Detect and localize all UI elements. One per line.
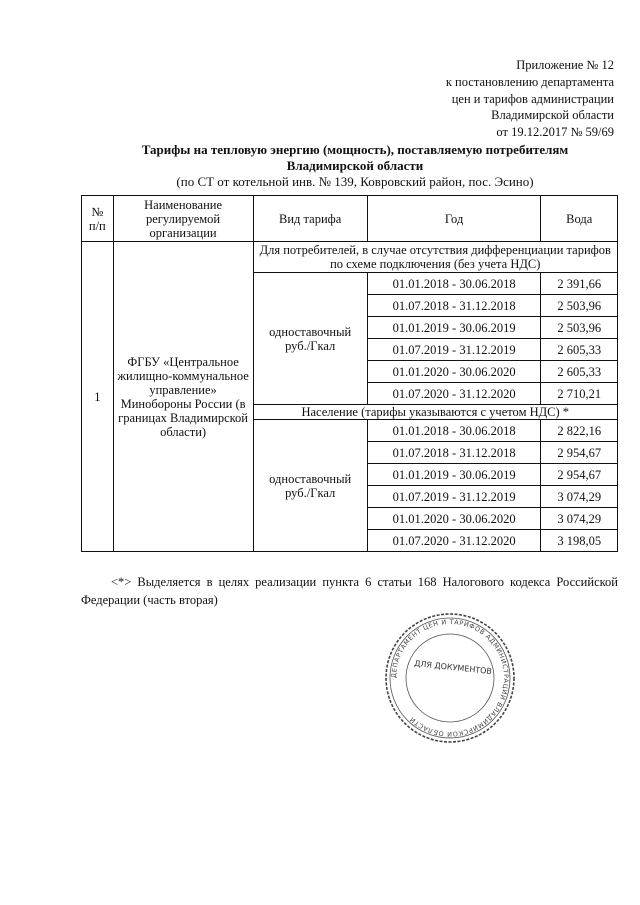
value-cell: 3 074,29 xyxy=(541,508,618,530)
section-title: Население (тарифы указываются с учетом НДС) * xyxy=(253,405,618,420)
value-cell: 2 710,21 xyxy=(541,383,618,405)
title-line: Тарифы на тепловую энергию (мощность), поставляемую потребителям xyxy=(141,142,569,157)
title-subline: (по СТ от котельной инв. № 139, Ковровский район, пос. Эсино) xyxy=(176,174,534,189)
stamp-center-text: ДЛЯ ДОКУМЕНТОВ xyxy=(413,658,493,677)
period-cell: 01.01.2018 - 30.06.2018 xyxy=(367,420,541,442)
value-cell: 3 074,29 xyxy=(541,486,618,508)
table-header-row xyxy=(82,196,618,242)
period-cell: 01.07.2018 - 31.12.2018 xyxy=(367,442,541,464)
title-line: Владимирской области xyxy=(286,158,424,173)
value-cell: 2 822,16 xyxy=(541,420,618,442)
annex-line: Владимирской области xyxy=(491,108,614,123)
header-kind: Вид тарифа xyxy=(253,196,367,242)
period-cell: 01.01.2018 - 30.06.2018 xyxy=(367,273,541,295)
period-cell: 01.07.2020 - 31.12.2020 xyxy=(367,383,541,405)
value-cell: 3 198,05 xyxy=(541,530,618,552)
header-org: Наименование регулируемой организации xyxy=(113,196,253,242)
value-cell: 2 503,96 xyxy=(541,295,618,317)
document-title xyxy=(60,142,640,190)
period-cell: 01.01.2020 - 30.06.2020 xyxy=(367,508,541,530)
value-cell: 2 503,96 xyxy=(541,317,618,339)
period-cell: 01.01.2019 - 30.06.2019 xyxy=(367,464,541,486)
tariff-type: одноставочный руб./Гкал xyxy=(253,420,367,552)
period-cell: 01.01.2019 - 30.06.2019 xyxy=(367,317,541,339)
header-num: № п/п xyxy=(82,196,114,242)
annex-line: цен и тарифов администрации xyxy=(451,91,614,106)
footnote: <*> Выделяется в целях реализации пункта 6 статьи 168 Налогового кодекса Российской Федерации (часть вторая) xyxy=(81,575,618,607)
annex-block xyxy=(446,57,614,141)
stamp-inner-ring xyxy=(406,634,494,722)
section-row xyxy=(82,242,618,273)
value-cell: 2 954,67 xyxy=(541,442,618,464)
official-stamp xyxy=(382,610,518,746)
annex-line: от 19.12.2017 № 59/69 xyxy=(496,125,614,140)
annex-line: к постановлению департамента xyxy=(445,74,614,89)
period-cell: 01.07.2020 - 31.12.2020 xyxy=(367,530,541,552)
period-cell: 01.07.2019 - 31.12.2019 xyxy=(367,339,541,361)
period-cell: 01.07.2019 - 31.12.2019 xyxy=(367,486,541,508)
period-cell: 01.01.2020 - 30.06.2020 xyxy=(367,361,541,383)
value-cell: 2 605,33 xyxy=(541,339,618,361)
value-cell: 2 605,33 xyxy=(541,361,618,383)
stamp-ring-textpath: ДЕПАРТАМЕНТ ЦЕН И ТАРИФОВ АДМИНИСТРАЦИИ ВЛАДИМИРСКОЙ ОБЛАСТИ xyxy=(389,617,511,739)
row-number: 1 xyxy=(82,242,114,552)
organization-name: ФГБУ «Центральное жилищно-коммунальное управление» Минобороны России (в границах Владимирской области) xyxy=(113,242,253,552)
value-cell: 2 954,67 xyxy=(541,464,618,486)
tariff-table xyxy=(81,195,618,552)
period-cell: 01.07.2018 - 31.12.2018 xyxy=(367,295,541,317)
tariff-type: одноставочный руб./Гкал xyxy=(253,273,367,405)
annex-line: Приложение № 12 xyxy=(516,58,614,72)
header-year: Год xyxy=(367,196,541,242)
value-cell: 2 391,66 xyxy=(541,273,618,295)
section-title: Для потребителей, в случае отсутствия дифференциации тарифов по схеме подключения (без учета НДС) xyxy=(253,242,618,273)
header-water: Вода xyxy=(541,196,618,242)
stamp-outer-ring xyxy=(386,614,514,742)
